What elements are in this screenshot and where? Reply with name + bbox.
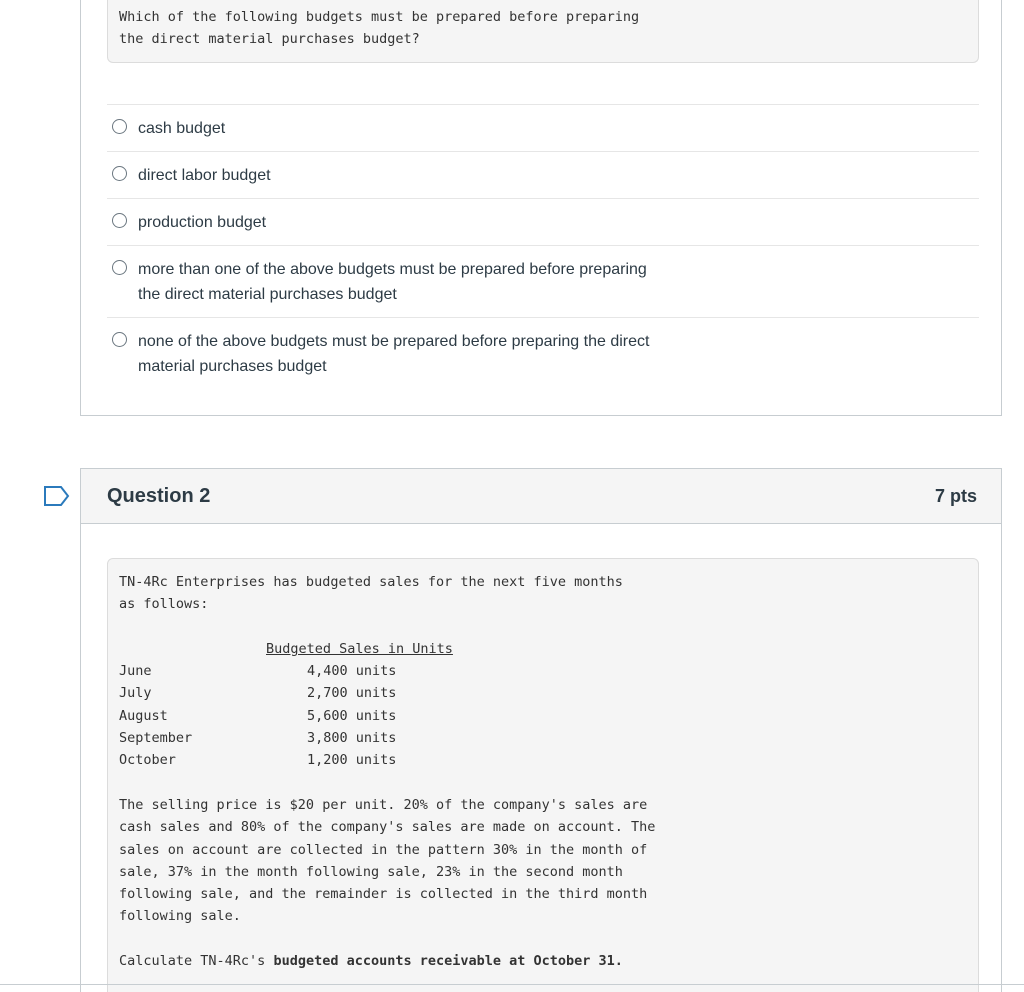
table-row xyxy=(119,749,967,771)
answer-label xyxy=(138,163,271,188)
table-month: September xyxy=(119,730,193,747)
question-title: Question 2 xyxy=(107,484,211,507)
radio-button-icon[interactable] xyxy=(112,260,127,275)
answer-label-line: the direct material purchases budget xyxy=(138,286,397,303)
calculate-prefix: Calculate TN-4Rc's xyxy=(119,953,274,970)
calculate-instruction xyxy=(119,950,967,972)
answer-label xyxy=(138,210,266,235)
table-month: July xyxy=(119,685,152,702)
question-1-prompt-line: Which of the following budgets must be prepared before preparing xyxy=(119,9,640,25)
answer-label xyxy=(138,116,225,141)
question-points: 7 pts xyxy=(934,485,977,506)
table-value: 2,700 units xyxy=(307,685,397,702)
answer-option-none-of-the-above[interactable] xyxy=(107,318,979,390)
question-1-card xyxy=(80,0,1002,416)
table-value: 4,400 units xyxy=(307,663,397,680)
calculate-target: budgeted accounts receivable at October 31. xyxy=(273,953,623,970)
answer-label-line: more than one of the above budgets must be prepared before preparing xyxy=(138,261,647,278)
table-value: 3,800 units xyxy=(307,730,397,747)
answer-label-line: material purchases budget xyxy=(138,358,327,375)
body-line: sale, 37% in the month following sale, 23% in the second month xyxy=(119,863,623,880)
question-2-body xyxy=(107,558,979,992)
question-1-answers xyxy=(107,104,979,390)
answer-option-cash-budget[interactable] xyxy=(107,105,979,152)
intro-line: as follows: xyxy=(119,596,209,613)
bookmark-flag-icon[interactable] xyxy=(43,485,71,507)
answer-label xyxy=(138,257,647,307)
answer-label-line: direct labor budget xyxy=(138,167,271,184)
table-row xyxy=(119,727,967,749)
table-header: Budgeted Sales in Units xyxy=(266,640,453,657)
answer-label-line: production budget xyxy=(138,214,267,231)
question-1-prompt xyxy=(107,0,979,63)
body-line: cash sales and 80% of the company's sales are made on account. The xyxy=(119,819,656,836)
radio-button-icon[interactable] xyxy=(112,166,127,181)
radio-button-icon[interactable] xyxy=(112,119,127,134)
table-value: 5,600 units xyxy=(307,707,397,724)
answer-option-direct-labor-budget[interactable] xyxy=(107,152,979,199)
table-header-row xyxy=(119,638,967,660)
answer-label-line: none of the above budgets must be prepared before preparing the direct xyxy=(138,333,650,350)
table-row xyxy=(119,682,967,704)
question-2-card xyxy=(80,468,1002,992)
body-line: sales on account are collected in the pattern 30% in the month of xyxy=(119,841,648,858)
body-line: The selling price is $20 per unit. 20% of the company's sales are xyxy=(119,796,648,813)
body-line: following sale, and the remainder is collected in the third month xyxy=(119,886,648,903)
body-line: following sale. xyxy=(119,908,241,925)
answer-option-production-budget[interactable] xyxy=(107,199,979,246)
table-month: October xyxy=(119,752,176,769)
radio-button-icon[interactable] xyxy=(112,213,127,228)
question-1-prompt-line: the direct material purchases budget? xyxy=(119,31,420,48)
table-month: August xyxy=(119,707,168,724)
table-value: 1,200 units xyxy=(307,752,397,769)
table-month: June xyxy=(119,663,152,680)
question-2-header xyxy=(81,469,1001,524)
table-row xyxy=(119,660,967,682)
answer-label xyxy=(138,329,649,379)
answer-option-more-than-one[interactable] xyxy=(107,246,979,318)
intro-line: TN-4Rc Enterprises has budgeted sales for the next five months xyxy=(119,574,623,590)
answer-label-line: cash budget xyxy=(138,120,226,137)
radio-button-icon[interactable] xyxy=(112,332,127,347)
table-row xyxy=(119,705,967,727)
bottom-divider xyxy=(0,984,1024,985)
